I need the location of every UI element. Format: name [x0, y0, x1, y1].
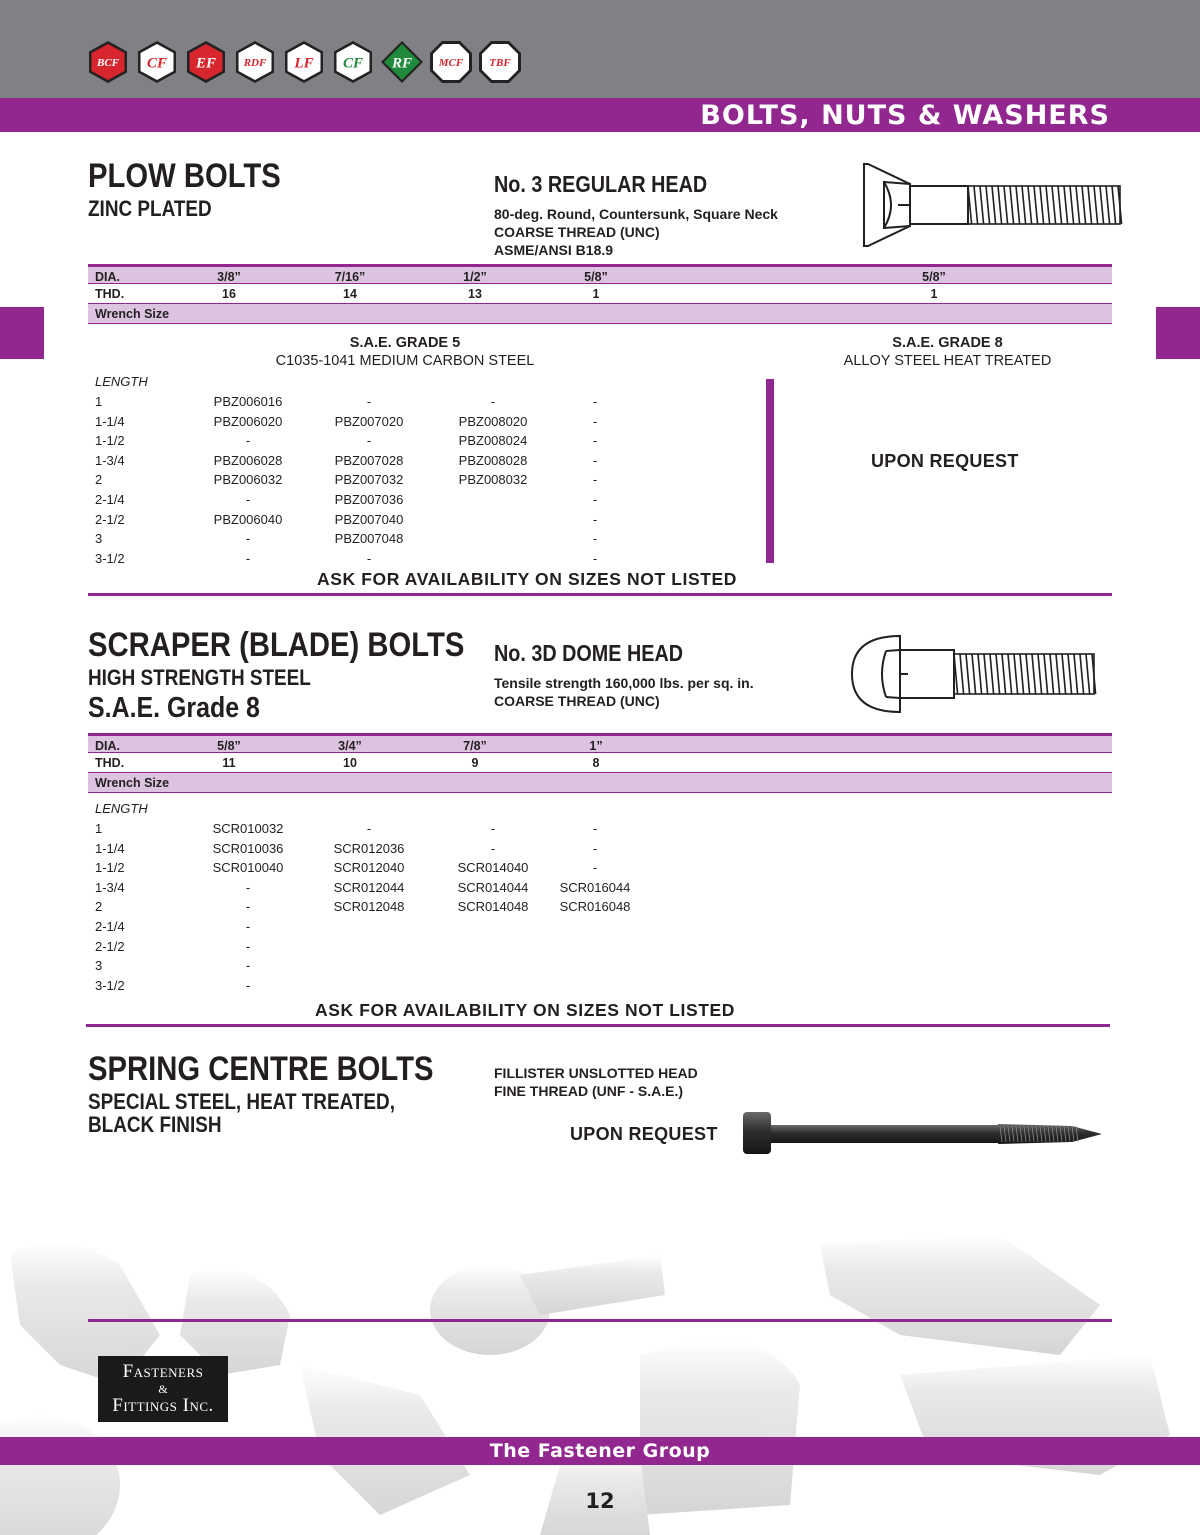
plow-subtitle: ZINC PLATED	[88, 196, 212, 221]
plow-upon-request: UPON REQUEST	[871, 451, 1019, 471]
plow-spec-band	[88, 264, 1112, 324]
part-number: SCR010036	[212, 840, 284, 856]
wrench-row	[88, 304, 1112, 324]
part-number: -	[490, 821, 496, 836]
brand-logo-lf	[282, 40, 326, 84]
spring-desc-line: FILLISTER UNSLOTTED HEAD	[494, 1065, 698, 1081]
thd-value: 9	[471, 756, 479, 770]
part-number: PBZ008020	[458, 413, 528, 429]
grade8-title: S.A.E. GRADE 8	[892, 335, 1003, 351]
footer-divider	[88, 1319, 1112, 1322]
scraper-title: SCRAPER (BLADE) BOLTS	[88, 626, 465, 664]
table-row	[95, 878, 631, 898]
table-row	[95, 549, 598, 569]
length-value: 1-3/4	[95, 879, 125, 895]
length-value: 2-1/4	[95, 491, 125, 507]
brand-logo-rdf	[233, 40, 277, 84]
table-row	[95, 819, 598, 839]
part-number: -	[366, 550, 372, 566]
part-number: SCR012048	[333, 899, 405, 915]
length-value: 1-3/4	[95, 452, 125, 468]
scraper-desc-line: COARSE THREAD (UNC)	[494, 693, 660, 709]
length-value: 1-1/4	[95, 413, 125, 429]
table-row	[95, 392, 598, 412]
brand-logo-tbf	[478, 40, 522, 84]
brand-logo-strip	[86, 40, 522, 84]
length-value: 2-1/2	[95, 938, 125, 954]
header-bar	[0, 0, 1200, 98]
table-row	[95, 451, 598, 471]
length-value: 2-1/2	[95, 511, 125, 527]
thd-row	[88, 284, 1112, 304]
part-number: PBZ007020	[334, 413, 404, 429]
part-number: -	[592, 394, 598, 409]
part-number: PBZ007040	[334, 511, 404, 527]
scraper-desc-line: Tensile strength 160,000 lbs. per sq. in.	[494, 675, 754, 691]
part-number: SCR012044	[333, 879, 405, 895]
part-number: PBZ007032	[334, 472, 404, 488]
length-value: 3	[95, 531, 103, 547]
part-number: -	[245, 491, 251, 507]
length-value: 2-1/4	[95, 918, 125, 934]
part-number: -	[490, 840, 496, 856]
part-number: PBZ006040	[213, 511, 283, 527]
spring-desc-line: FINE THREAD (UNF - S.A.E.)	[494, 1083, 683, 1099]
plow-availability-note: ASK FOR AVAILABILITY ON SIZES NOT LISTED	[317, 569, 738, 589]
spring-bolt-illustration	[740, 1108, 1106, 1158]
plow-desc-line: 80-deg. Round, Countersunk, Square Neck	[494, 206, 778, 222]
thd-value: 14	[343, 287, 357, 301]
part-number: PBZ006028	[213, 452, 283, 468]
part-number: -	[366, 433, 372, 449]
table-row	[95, 470, 598, 490]
grade8-header	[780, 334, 1115, 370]
part-number: -	[592, 511, 598, 527]
brand-logo-text: MCF	[438, 56, 464, 69]
length-value: 1	[95, 394, 103, 409]
brand-logo-rf	[380, 40, 424, 84]
part-number: SCR016044	[559, 879, 631, 895]
part-number: -	[592, 531, 598, 547]
part-number: -	[592, 840, 598, 856]
table-row	[95, 937, 251, 957]
page-number: 12	[585, 1489, 615, 1513]
table-row	[95, 897, 631, 917]
table-row	[95, 858, 598, 878]
length-value: 1	[95, 821, 103, 836]
part-number: -	[245, 918, 251, 934]
group-bar: The Fastener Group	[0, 1437, 1200, 1465]
plow-head-title: No. 3 REGULAR HEAD	[494, 171, 708, 197]
part-number: -	[245, 550, 251, 566]
part-number: SCR014044	[457, 879, 529, 895]
category-title: BOLTS, NUTS & WASHERS	[700, 100, 1110, 131]
plow-length-table	[95, 372, 598, 568]
brand-logo-cf-green	[331, 40, 375, 84]
length-header: LENGTH	[95, 801, 148, 816]
scraper-head-title: No. 3D DOME HEAD	[494, 640, 684, 666]
dia-value: 7/8”	[463, 739, 487, 753]
length-header: LENGTH	[95, 374, 148, 389]
thd-label: THD.	[95, 287, 125, 301]
table-row	[95, 917, 251, 937]
part-number: -	[592, 821, 598, 836]
part-number: SCR014048	[457, 899, 529, 915]
wrench-label: Wrench Size	[95, 307, 170, 321]
section-divider	[88, 593, 1112, 596]
company-name-line2: Fittings Inc.	[112, 1395, 214, 1416]
part-number: PBZ007036	[334, 491, 404, 507]
thd-value: 1	[592, 287, 600, 301]
part-number: SCR012036	[333, 840, 405, 856]
dia-value: 3/8”	[217, 270, 241, 284]
scraper-spec-band	[88, 733, 1112, 793]
scraper-subtitle: HIGH STRENGTH STEEL	[88, 665, 311, 690]
part-number: -	[245, 977, 251, 993]
thd-value: 8	[592, 756, 600, 770]
plow-title: PLOW BOLTS	[88, 157, 281, 195]
part-number: PBZ007048	[334, 531, 404, 547]
spring-upon-request: UPON REQUEST	[570, 1124, 718, 1144]
wrench-label: Wrench Size	[95, 776, 170, 790]
length-value: 2	[95, 472, 103, 488]
length-value: 1-1/2	[95, 433, 125, 449]
brand-logo-ef	[184, 40, 228, 84]
brand-logo-text: RF	[391, 55, 413, 72]
category-bar	[0, 98, 1200, 132]
thd-value: 13	[468, 287, 482, 301]
part-number: -	[592, 472, 598, 488]
scraper-grade: S.A.E. Grade 8	[88, 692, 260, 724]
brand-logo-text: EF	[195, 55, 217, 72]
length-value: 3-1/2	[95, 550, 125, 566]
dia-value: 5/8”	[922, 270, 946, 284]
scraper-bolt-illustration	[848, 626, 1108, 722]
grade5-title: S.A.E. GRADE 5	[349, 335, 461, 351]
spring-subtitle: SPECIAL STEEL, HEAT TREATED,	[88, 1089, 395, 1114]
grade5-subtitle: C1035-1041 MEDIUM CARBON STEEL	[275, 353, 535, 369]
part-number: SCR010040	[212, 860, 284, 876]
part-number: SCR016048	[559, 899, 631, 915]
part-number: -	[245, 531, 251, 547]
dia-label: DIA.	[95, 270, 120, 284]
dia-row	[88, 264, 1112, 284]
part-number: -	[245, 958, 251, 974]
part-number: -	[245, 899, 251, 915]
wrench-row	[88, 773, 1112, 793]
length-value: 3	[95, 958, 103, 974]
side-tab-right	[1156, 307, 1200, 359]
part-number: PBZ008032	[458, 472, 528, 488]
plow-bolt-illustration	[858, 160, 1128, 250]
grade5-header	[205, 334, 605, 370]
dia-value: 1”	[589, 739, 603, 753]
part-number: -	[592, 452, 598, 468]
brand-logo-text: RDF	[243, 56, 267, 69]
spring-description	[494, 1064, 698, 1100]
brand-logo-bcf	[86, 40, 130, 84]
part-number: -	[592, 433, 598, 449]
brand-logo-text: CF	[342, 55, 364, 72]
part-number: PBZ007028	[334, 452, 404, 468]
plow-description	[494, 205, 778, 259]
thd-row	[88, 753, 1112, 773]
table-row	[95, 490, 598, 510]
part-number: PBZ008024	[458, 433, 528, 449]
part-number: SCR012040	[333, 860, 405, 876]
section-divider	[86, 1024, 1110, 1027]
part-number: -	[592, 550, 598, 566]
brand-logo-cf	[135, 40, 179, 84]
part-number: -	[366, 821, 372, 836]
table-row	[95, 510, 598, 530]
spring-title: SPRING CENTRE BOLTS	[88, 1050, 434, 1088]
grade-divider	[766, 379, 774, 563]
thd-value: 1	[930, 287, 938, 301]
part-number: PBZ006016	[213, 394, 283, 409]
dia-value: 1/2”	[463, 270, 487, 284]
brand-logo-mcf	[429, 40, 473, 84]
part-number: -	[592, 413, 598, 429]
part-number: -	[490, 394, 496, 409]
part-number: SCR014040	[457, 860, 529, 876]
brand-logo-text: LF	[294, 55, 314, 72]
part-number: PBZ008028	[458, 452, 528, 468]
table-row	[95, 956, 251, 976]
brand-logo-text: TBF	[489, 56, 511, 69]
table-row	[95, 412, 598, 432]
grade8-subtitle: ALLOY STEEL HEAT TREATED	[843, 353, 1052, 369]
dia-label: DIA.	[95, 739, 120, 753]
table-row	[95, 431, 598, 451]
scraper-availability-note: ASK FOR AVAILABILITY ON SIZES NOT LISTED	[315, 1000, 736, 1020]
length-value: 2	[95, 899, 103, 915]
scraper-length-table	[95, 799, 631, 995]
table-row	[95, 529, 598, 549]
length-value: 1-1/2	[95, 860, 125, 876]
brand-logo-text: CF	[146, 55, 168, 72]
length-value: 3-1/2	[95, 977, 125, 993]
part-number: -	[366, 394, 372, 409]
thd-label: THD.	[95, 756, 125, 770]
part-number: -	[245, 938, 251, 954]
dia-value: 3/4”	[338, 739, 362, 753]
plow-desc-line: ASME/ANSI B18.9	[494, 242, 614, 258]
company-logo	[98, 1356, 228, 1422]
thd-value: 16	[222, 287, 236, 301]
dia-value: 7/16”	[334, 270, 366, 284]
table-row	[95, 839, 598, 859]
part-number: -	[245, 433, 251, 449]
part-number: PBZ006032	[213, 472, 283, 488]
dia-value: 5/8”	[584, 270, 608, 284]
side-tab-left	[0, 307, 44, 359]
company-amp: &	[158, 1382, 168, 1396]
part-number: -	[592, 491, 598, 507]
company-name-line1: Fasteners	[122, 1361, 204, 1382]
part-number: -	[245, 879, 251, 895]
spring-subtitle: BLACK FINISH	[88, 1112, 222, 1137]
plow-desc-line: COARSE THREAD (UNC)	[494, 224, 660, 240]
part-number: PBZ006020	[213, 413, 283, 429]
part-number: -	[592, 860, 598, 876]
scraper-description	[494, 674, 754, 710]
dia-row	[88, 733, 1112, 753]
thd-value: 11	[222, 756, 236, 770]
table-row	[95, 976, 251, 996]
length-value: 1-1/4	[95, 840, 125, 856]
part-number: SCR010032	[212, 821, 284, 836]
dia-value: 5/8”	[217, 739, 241, 753]
thd-value: 10	[343, 756, 357, 770]
brand-logo-text: BCF	[96, 56, 120, 69]
